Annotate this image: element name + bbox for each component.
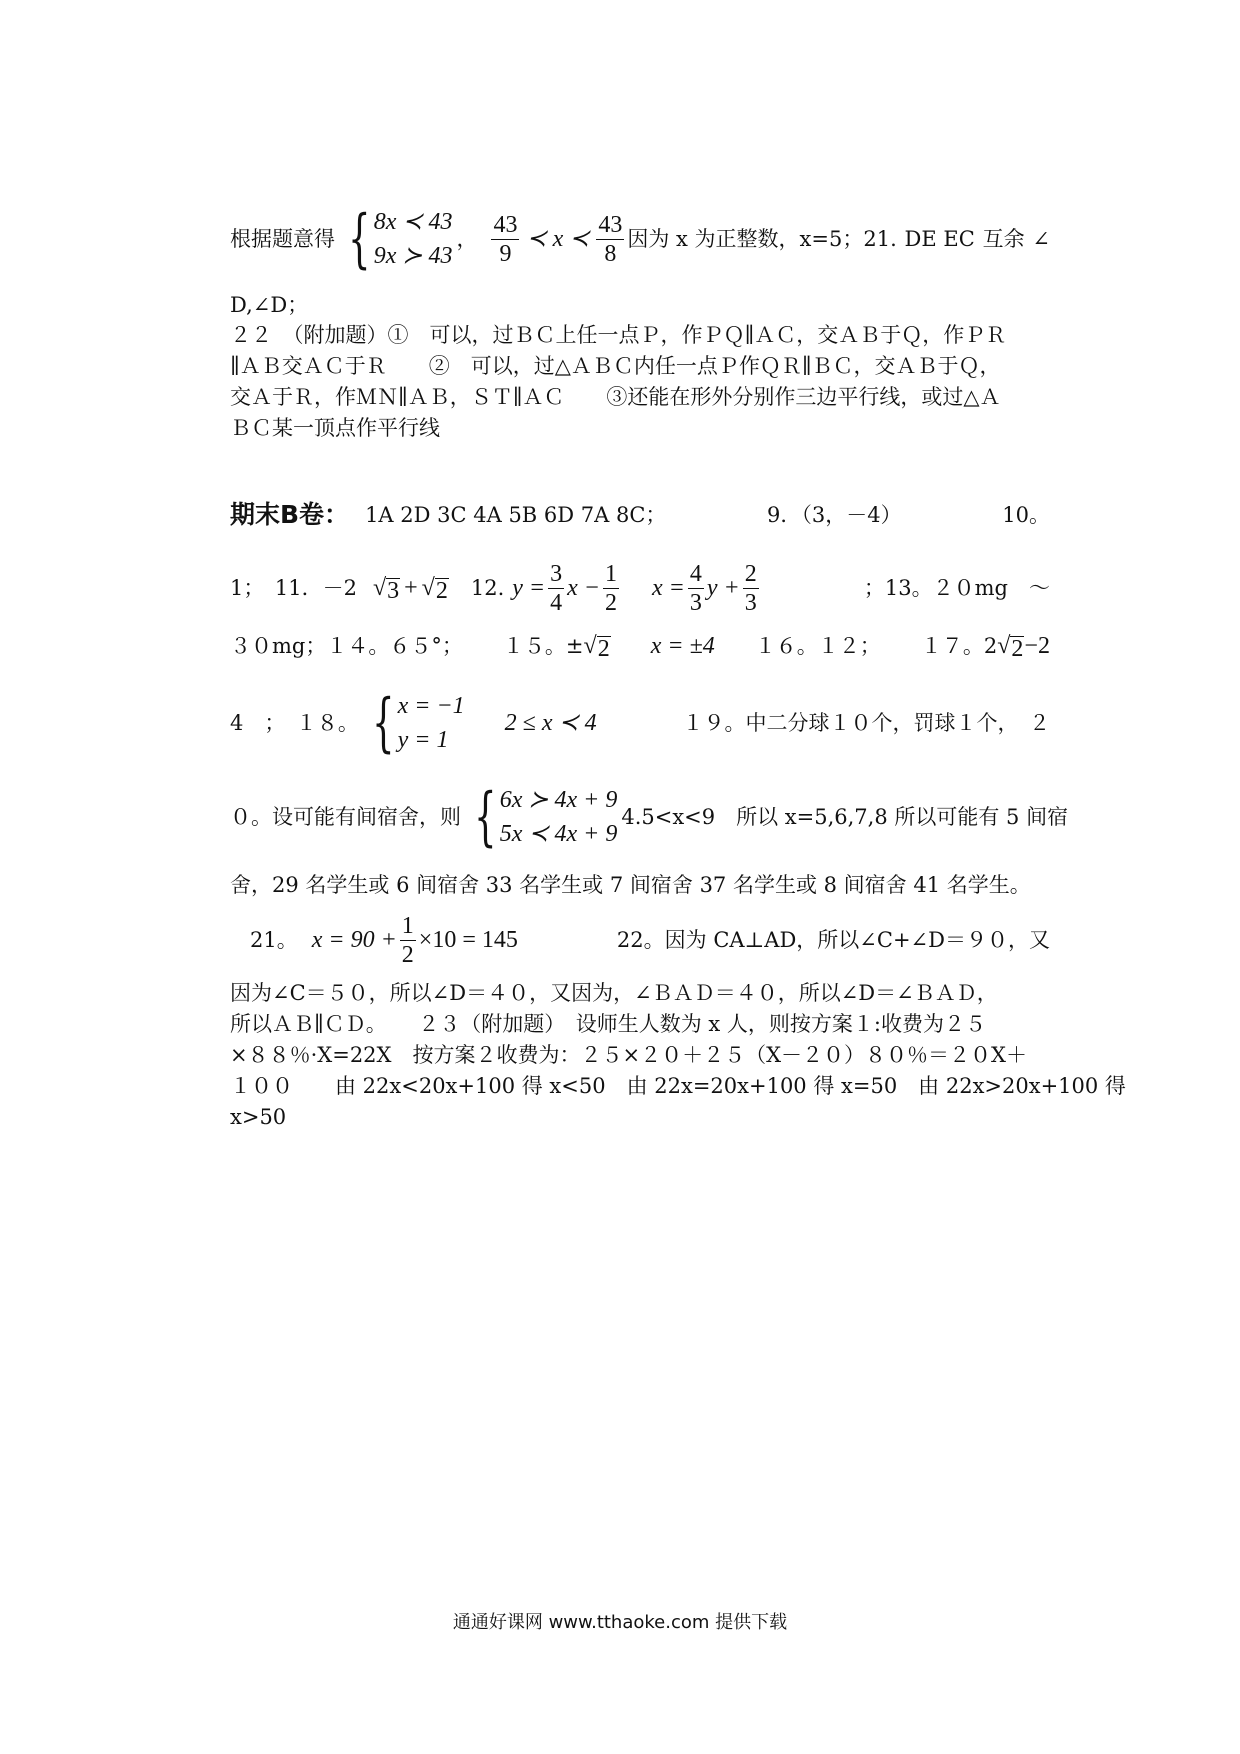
text: １７。2 — [920, 634, 998, 658]
answer-line-18-19 — [230, 688, 1050, 758]
answer-line-20b — [230, 780, 1069, 854]
paragraph-line: ＢＣ某一顶点作平行线 — [230, 416, 440, 440]
system-row: 5x ≺ 4x + 9 — [499, 821, 618, 847]
text: ， — [456, 227, 478, 251]
paragraph-line: 所以ＡＢ∥ＣＤ。 ２３（附加题） 设师生人数为 x 人，则按方案１:收费为２５ — [230, 1012, 986, 1036]
section-heading: 期末B卷： — [230, 500, 350, 529]
sqrt-sum: √ 3 + √ 2 — [372, 575, 448, 604]
answer-line-11-13 — [230, 556, 1050, 620]
text: 9．（3，－4） — [767, 503, 902, 527]
fraction: $\frac{1}{2}$ — [401, 912, 414, 968]
fraction: $\frac{43}{8}$ — [598, 211, 623, 267]
text: ３０mg；１４。６５°； — [230, 634, 463, 658]
paragraph-line: ２２ （附加题）① 可以，过ＢＣ上任一点Ｐ，作ＰＱ∥ＡＣ，交ＡＢ于Ｑ，作ＰＲ — [230, 323, 1007, 347]
text: １６。１２； — [754, 634, 881, 658]
equation-part: y = — [512, 575, 546, 601]
sqrt: √ 2 — [997, 633, 1024, 662]
paragraph-line: ∥ＡＢ交ＡＣ于Ｒ ② 可以，过△ＡＢＣ内任一点Ｐ作ＱＲ∥ＢＣ，交ＡＢ于Ｑ， — [230, 354, 1001, 378]
inequality: 2 ≤ x ≺ 4 — [504, 710, 597, 736]
text: DE EC — [904, 227, 975, 251]
section-b-line — [230, 500, 1050, 530]
text: 因为 x 为正整数，x=5；21. — [627, 227, 897, 251]
text: 12. — [470, 576, 505, 600]
answer-line-21-22 — [230, 908, 1050, 972]
text: 4 ； １８。 — [230, 711, 359, 735]
text: ；13。２０mg ～ — [863, 576, 1050, 600]
equation-system: { x = −1 y = 1 — [372, 686, 465, 760]
text: 1； 11．－2 — [230, 576, 357, 600]
equation-part: x − — [567, 575, 600, 601]
text: 21。 — [250, 928, 298, 952]
equation-part: x = 90 + — [311, 927, 397, 953]
equation: x = ±4 — [650, 633, 715, 659]
paragraph-line: ×８８％·X=22X 按方案２收费为：２５×２０＋２５（X－２０）８０％＝２０X＋ — [230, 1043, 1027, 1067]
text: １５。± — [502, 634, 584, 658]
equation-part: ×10 = 145 — [418, 927, 518, 953]
fraction: $\frac{4}{3}$ — [689, 560, 702, 616]
text: ０。设可能有间宿舍，则 — [230, 805, 461, 829]
page-footer: 通通好课网 www.tthaoke.com 提供下载 — [452, 1612, 788, 1633]
text-line: 舍，29 名学生或 6 间宿舍 33 名学生或 7 间宿舍 37 名学生或 8 间宿舍 41 名学生。 — [230, 873, 1031, 897]
system-row: 6x ≻ 4x + 9 — [499, 787, 618, 813]
inequality-system: { 8x ≺ 43 9x ≻ 43 — [348, 202, 453, 276]
fraction: $\frac{2}{3}$ — [744, 560, 757, 616]
equation-part: −2 — [1024, 633, 1050, 659]
system-row: x = −1 — [397, 693, 465, 719]
inequality: ≺ x ≺ — [526, 226, 590, 252]
text: 1A 2D 3C 4A 5B 6D 7A 8C； — [365, 503, 667, 527]
text: １９。中二分球１０个，罚球１个， ２ — [682, 711, 1050, 735]
text: 根据题意得 — [230, 227, 335, 251]
system-row: 8x ≺ 43 — [373, 209, 453, 235]
sqrt: √ 2 — [583, 633, 610, 662]
paragraph-line: 交Ａ于Ｒ，作ＭＮ∥ＡＢ，ＳＴ∥ＡＣ ③还能在形外分别作三边平行线，或过△Ａ — [230, 385, 1001, 409]
fraction: $\frac{1}{2}$ — [604, 560, 617, 616]
equation-part: y + — [706, 575, 740, 601]
fraction: $\frac{43}{9}$ — [493, 211, 518, 267]
fraction: $\frac{3}{4}$ — [550, 560, 563, 616]
inequality-system: { 6x ≻ 4x + 9 5x ≺ 4x + 9 — [474, 780, 618, 854]
text: 互余 — [982, 227, 1025, 251]
system-row: 9x ≻ 43 — [373, 243, 453, 269]
answer-line-14-17 — [230, 626, 1050, 666]
text: ∠ — [1032, 227, 1050, 251]
paragraph-line: x>50 — [230, 1105, 287, 1129]
system-row: y = 1 — [397, 727, 449, 753]
text: 10。 — [1002, 503, 1050, 527]
text: 22。因为 CA⊥AD，所以∠C+∠D＝９０，又 — [616, 928, 1050, 952]
text: 4.5<x<9 所以 x=5,6,7,8 所以可能有 5 间宿 — [621, 805, 1069, 829]
equation-part: x = — [651, 575, 685, 601]
paragraph-line: 因为∠C＝５０，所以∠D＝４０，又因为，∠ＢＡＤ＝４０，所以∠D＝∠ＢＡＤ， — [230, 981, 998, 1005]
answer-line-20 — [230, 202, 1050, 276]
paragraph-line: １００ 由 22x<20x+100 得 x<50 由 22x=20x+100 得 x=50 由 22x>20x+100 得 — [230, 1074, 1126, 1098]
text-line: D,∠D； — [230, 293, 309, 317]
